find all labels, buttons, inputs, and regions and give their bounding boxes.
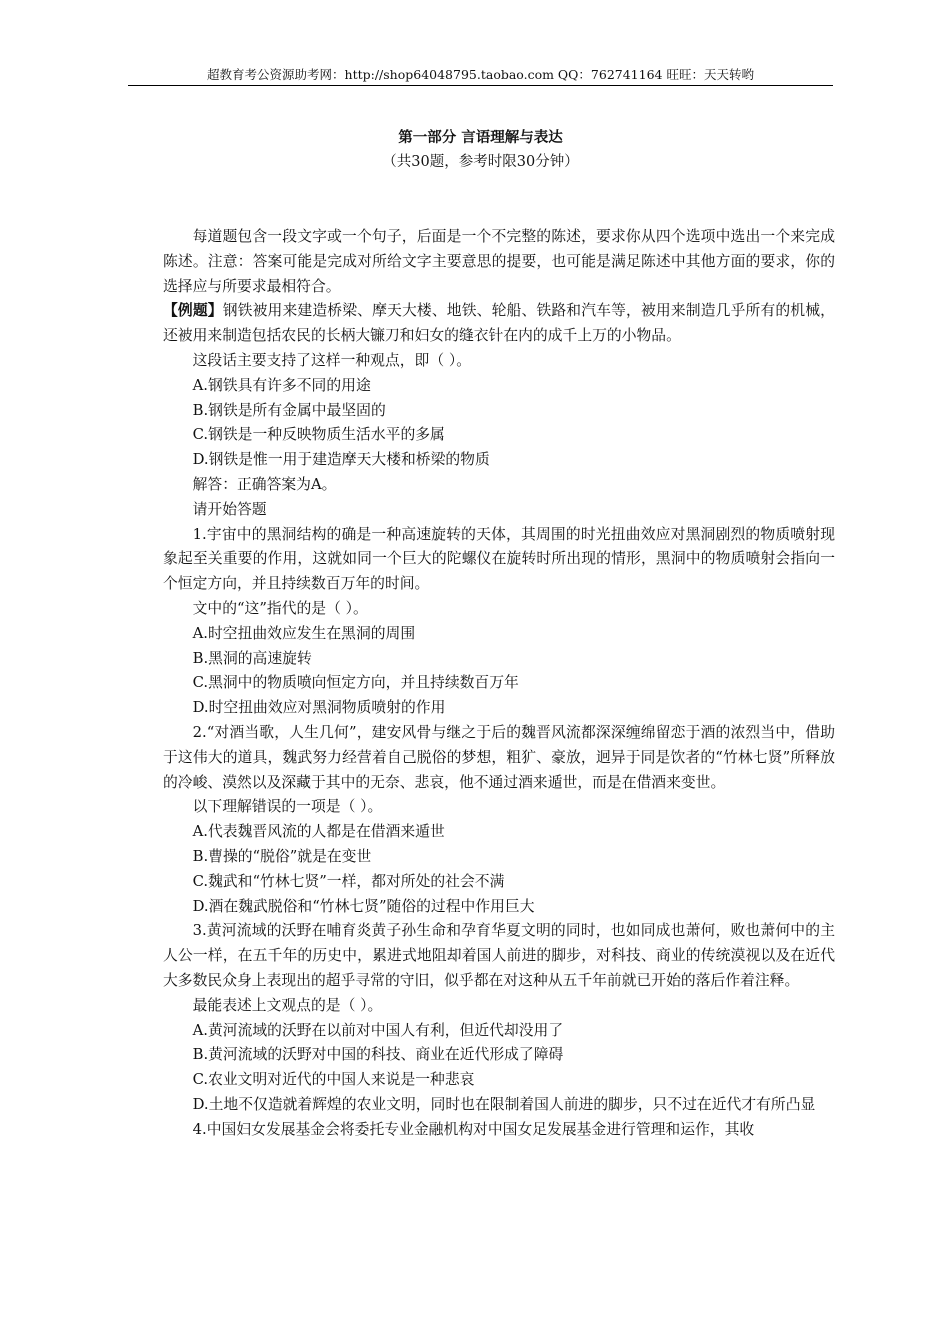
example-paragraph	[163, 299, 835, 349]
question-3-option-a: A.黄河流域的沃野在以前对中国人有利，但近代却没用了	[192, 1021, 564, 1039]
example-tag: 【例题】	[163, 302, 223, 320]
question-2-prompt: 以下理解错误的一项是（ ）。	[192, 798, 383, 816]
question-1-text: 1.宇宙中的黑洞结构的确是一种高速旋转的天体，其周围的时光扭曲效应对黑洞剧烈的物质喷射现象起至关重要的作用，这就如同一个巨大的陀螺仪在旋转时所出现的情形，黑洞中的物质喷射会指向一个恒定方向，并且持续数百万年的时间。	[163, 525, 835, 593]
question-1-option-b: B.黑洞的高速旋转	[192, 649, 312, 667]
question-1-option-c: C.黑洞中的物质喷向恒定方向，并且持续数百万年	[192, 674, 519, 692]
page-header: 超教育考公资源助考网：http://shop64048795.taobao.com QQ：762741164 旺旺：天天转哟	[128, 66, 833, 86]
example-option-b: B.钢铁是所有金属中最坚固的	[192, 401, 386, 419]
start-label: 请开始答题	[192, 500, 267, 518]
example-text: 钢铁被用来建造桥梁、摩天大楼、地铁、轮船、铁路和汽车等，被用来制造几乎所有的机械，还被用来制造包括农民的长柄大镰刀和妇女的缝衣针在内的成千上万的小物品。	[163, 302, 835, 345]
question-2-option-c: C.魏武和“竹林七贤”一样，都对所处的社会不满	[192, 872, 505, 890]
question-1-option-d: D.时空扭曲效应对黑洞物质喷射的作用	[192, 699, 446, 717]
example-option-d: D.钢铁是惟一用于建造摩天大楼和桥梁的物质	[192, 451, 490, 469]
question-4-text: 4.中国妇女发展基金会将委托专业金融机构对中国女足发展基金进行管理和运作，其收	[192, 1120, 755, 1138]
question-3-prompt: 最能表述上文观点的是（ ）。	[192, 996, 383, 1014]
example-question: 这段话主要支持了这样一种观点，即（ ）。	[192, 351, 472, 369]
question-1-prompt: 文中的“这”指代的是（ ）。	[192, 599, 368, 617]
question-2-text: 2.“对酒当歌，人生几何”，建安风骨与继之于后的魏晋风流都深深缠绵留恋于酒的浓烈当中，借助于这伟大的道具，魏武努力经营着自己脱俗的梦想，粗犷、豪放，迥异于同是饮者的“竹林七贤”所释放的冷峻、漠然以及深藏于其中的无奈、悲哀，他不通过酒来遁世，而是在借酒来变世。	[163, 723, 835, 791]
question-3-text: 3.黄河流域的沃野在哺育炎黄子孙生命和孕育华夏文明的同时，也如同成也萧何，败也萧何中的主人公一样，在五千年的历史中，累进式地阻却着国人前进的脚步，对科技、商业的传统漠视以及在近代大多数民众身上表现出的超乎寻常的守旧，似乎都在对这种从五千年前就已开始的落后作着注释。	[163, 922, 835, 989]
example-option-a: A.钢铁具有许多不同的用途	[192, 376, 371, 394]
instructions: 每道题包含一段文字或一个句子，后面是一个不完整的陈述，要求你从四个选项中选出一个来完成陈述。注意：答案可能是完成对所给文字主要意思的提要，也可能是满足陈述中其他方面的要求，你的选择应与所要求最相符合。	[163, 228, 835, 295]
question-3-option-c: C.农业文明对近代的中国人来说是一种悲哀	[192, 1071, 475, 1089]
section-subtitle: （共30题，参考时限30分钟）	[382, 154, 579, 170]
question-2-option-b: B.曹操的“脱俗”就是在变世	[192, 847, 372, 865]
example-option-c: C.钢铁是一种反映物质生活水平的多属	[192, 426, 445, 444]
example-answer: 解答：正确答案为A。	[192, 475, 337, 493]
question-2-option-d: D.酒在魏武脱俗和“竹林七贤”随俗的过程中作用巨大	[192, 897, 535, 915]
document-body	[163, 225, 835, 1142]
question-3-option-b: B.黄河流域的沃野对中国的科技、商业在近代形成了障碍	[192, 1046, 564, 1064]
section-title: 第一部分 言语理解与表达	[398, 129, 563, 146]
question-1-option-a: A.时空扭曲效应发生在黑洞的周围	[192, 624, 416, 642]
question-3-option-d: D.土地不仅造就着辉煌的农业文明，同时也在限制着国人前进的脚步，只不过在近代才有所凸显	[192, 1095, 816, 1113]
question-2-option-a: A.代表魏晋风流的人都是在借酒来遁世	[192, 823, 445, 841]
